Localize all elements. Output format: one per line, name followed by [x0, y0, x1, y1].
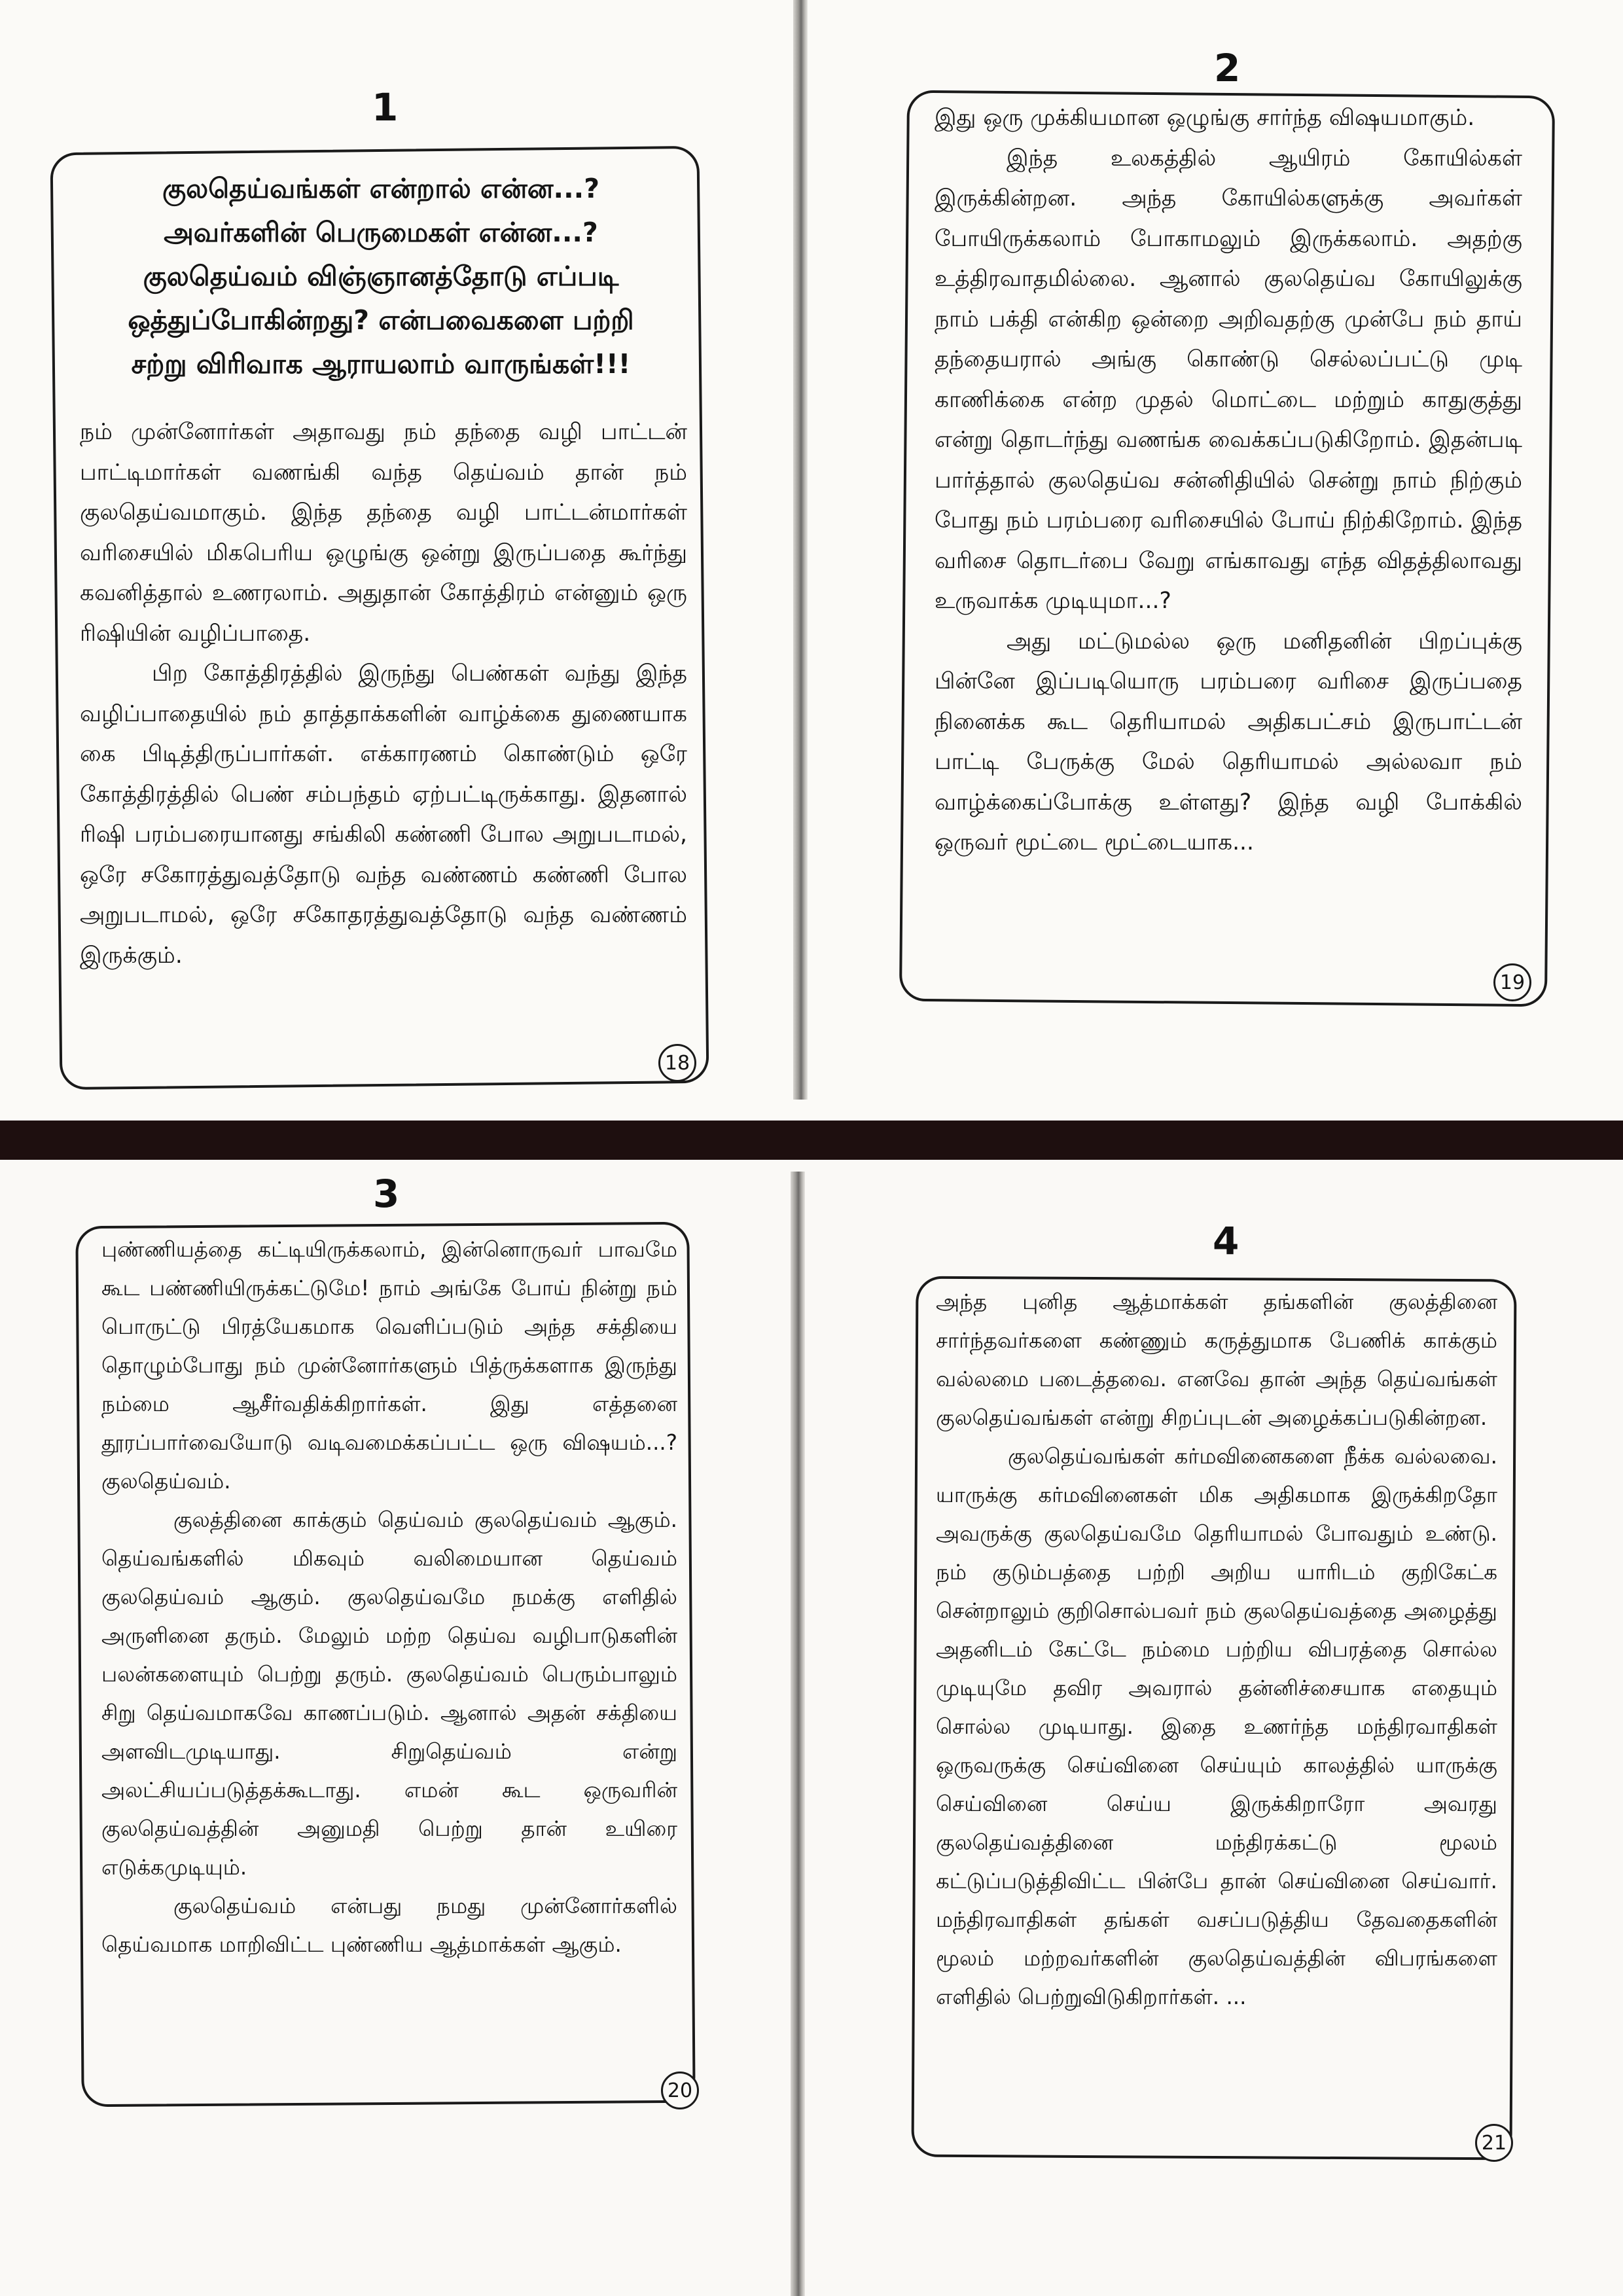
page-body [80, 412, 687, 976]
paragraph: குலதெய்வம் என்பது நமது முன்னோர்களில் தெய்வமாக மாறிவிட்ட புண்ணிய ஆத்மாக்கள் ஆகும். [101, 1893, 677, 1957]
page-number-label: 4 [1213, 1219, 1240, 1263]
page-heading: குலதெய்வங்கள் என்றால் என்ன...? அவர்களின் பெருமைகள் என்ன...? குலதெய்வம் விஞ்ஞானத்தோடு எப்படி ஒத்துப்போகின்றது? என்பவைகளை பற்றி சற்று விரிவாக ஆராயலாம் வாருங்கள்!!! [128, 173, 634, 380]
paragraph: நம் முன்னோர்கள் அதாவது நம் தந்தை வழி பாட்டன் பாட்டிமார்கள் வணங்கி வந்த தெய்வம் தான் நம் குலதெய்வமாகும். இந்த தந்தை வழி பாட்டன்மார்கள் வரிசையில் மிகபெரிய ஒழுங்கு ஒன்று இருப்பதை கூர்ந்து கவனித்தால் உணரலாம். அதுதான் கோத்திரம் என்னும் ஒரு ரிஷியின் வழிப்பாதை. [80, 419, 687, 647]
paragraph: அது மட்டுமல்ல ஒரு மனிதனின் பிறப்புக்கு பின்னே இப்படியொரு பரம்பரை வரிசை இருப்பதை நினைக்க கூட தெரியாமல் அதிகபட்சம் இருபாட்டன் பாட்டி பேருக்கு மேல் தெரியாமல் அல்லவா நம் வாழ்க்கைப்போக்கு உள்ளது? இந்த வழி போக்கில் ஒருவர் மூட்டை மூட்டையாக... [935, 628, 1522, 855]
paragraph: அந்த புனித ஆத்மாக்கள் தங்களின் குலத்தினை சார்ந்தவர்களை கண்ணும் கருத்துமாக பேணிக் காக்கும் வல்லமை படைத்தவை. எனவே தான் அந்த தெய்வங்கள் குலதெய்வங்கள் என்று சிறப்புடன் அழைக்கப்படுகின்றன. [936, 1289, 1497, 1430]
folio-number: 21 [1475, 2124, 1513, 2162]
folio-number: 19 [1493, 963, 1531, 1001]
book-gutter [791, 1172, 805, 2296]
spread-divider [0, 1121, 1623, 1160]
paragraph: இது ஒரு முக்கியமான ஒழுங்கு சார்ந்த விஷயமாகும். [935, 105, 1475, 131]
folio-number: 18 [658, 1044, 696, 1082]
paragraph: குலதெய்வங்கள் கர்மவினைகளை நீக்க வல்லவை. யாருக்கு கர்மவினைகள் மிக அதிகமாக இருக்கிறதோ அவருக்கு குலதெய்வமே தெரியாமல் போவதும் உண்டு. நம் குடும்பத்தை பற்றி அறிய யாரிடம் குறிகேட்க சென்றாலும் குறிசொல்பவர் நம் குலதெய்வத்தை அழைத்து அதனிடம் கேட்டே நம்மை பற்றிய விபரத்தை சொல்ல முடியுமே தவிர அவரால் தன்னிச்சையாக எதையும் சொல்ல முடியாது. இதை உணர்ந்த மந்திரவாதிகள் ஒருவருக்கு செய்வினை செய்யும் காலத்தில் யாருக்கு செய்வினை செய்ய இருக்கிறாரோ அவரது குலதெய்வத்தினை மந்திரக்கட்டு மூலம் கட்டுப்படுத்திவிட்ட பின்பே தான் செய்வினை செய்வார். மந்திரவாதிகள் தங்கள் வசப்படுத்திய தேவதைகளின் மூலம் மற்றவர்களின் குலதெய்வத்தின் விபரங்களை எளிதில் பெற்றுவிடுகிறார்கள். ... [936, 1444, 1497, 2009]
paragraph: குலத்தினை காக்கும் தெய்வம் குலதெய்வம் ஆகும். தெய்வங்களில் மிகவும் வலிமையான தெய்வம் குலதெய்வம் ஆகும். குலதெய்வமே நமக்கு எளிதில் அருளினை தரும். மேலும் மற்ற தெய்வ வழிபாடுகளின் பலன்களையும் பெற்று தரும். குலதெய்வம் பெரும்பாலும் சிறு தெய்வமாகவே காணப்படும். ஆனால் அதன் சக்தியை அளவிடமுடியாது. சிறுதெய்வம் என்று அலட்சியப்படுத்தக்கூடாது. எமன் கூட ஒருவரின் குலதெய்வத்தின் அனுமதி பெற்று தான் உயிரை எடுக்கமுடியும். [101, 1507, 677, 1880]
page-body [101, 1230, 677, 1964]
page-number-label: 1 [372, 85, 399, 130]
folio-number: 20 [661, 2072, 699, 2109]
page-body [936, 1283, 1497, 2017]
page-number-label: 2 [1214, 46, 1241, 90]
paragraph: இந்த உலகத்தில் ஆயிரம் கோயில்கள் இருக்கின்றன. அந்த கோயில்களுக்கு அவர்கள் போயிருக்கலாம் போகாமலும் இருக்கலாம். அதற்கு உத்திரவாதமில்லை. ஆனால் குலதெய்வ கோயிலுக்கு நாம் பக்தி என்கிற ஒன்றை அறிவதற்கு முன்பே நம் தாய் தந்தையரால் அங்கு கொண்டு செல்லப்பட்டு முடி காணிக்கை என்ற முதல் மொட்டை மற்றும் காதுகுத்து என்று தொடர்ந்து வணங்க வைக்கப்படுகிறோம். இதன்படி பார்த்தால் குலதெய்வ சன்னிதியில் சென்று நாம் நிற்கும் போது நம் பரம்பரை வரிசையில் போய் நிற்கிறோம். இந்த வரிசை தொடர்பை வேறு எங்காவது எந்த விதத்திலாவது உருவாக்க முடியுமா...? [935, 145, 1522, 614]
paragraph: புண்ணியத்தை கட்டியிருக்கலாம், இன்னொருவர் பாவமே கூட பண்ணியிருக்கட்டுமே! நாம் அங்கே போய் நின்று நம் பொருட்டு பிரத்யேகமாக வெளிப்படும் அந்த சக்தியை தொழும்போது நம் முன்னோர்களும் பித்ருக்களாக இருந்து நம்மை ஆசீர்வதிக்கிறார்கள். இது எத்தனை தூரப்பார்வையோடு வடிவமைக்கப்பட்ட ஒரு விஷயம்...? குலதெய்வம். [101, 1237, 677, 1494]
book-gutter [793, 0, 808, 1100]
page-number-label: 3 [373, 1172, 400, 1216]
page-body [935, 98, 1522, 863]
paragraph: பிற கோத்திரத்தில் இருந்து பெண்கள் வந்து இந்த வழிப்பாதையில் நம் தாத்தாக்களின் வாழ்க்கை துணையாக கை பிடித்திருப்பார்கள். எக்காரணம் கொண்டும் ஒரே கோத்திரத்தில் பெண் சம்பந்தம் ஏற்பட்டிருக்காது. இதனால் ரிஷி பரம்பரையானது சங்கிலி கண்ணி போல அறுபடாமல், ஒரே சகோரத்துவத்தோடு வந்த வண்ணம் கண்ணி போல அறுபடாமல், ஒரே சகோதரத்துவத்தோடு வந்த வண்ணம் இருக்கும். [80, 660, 687, 969]
